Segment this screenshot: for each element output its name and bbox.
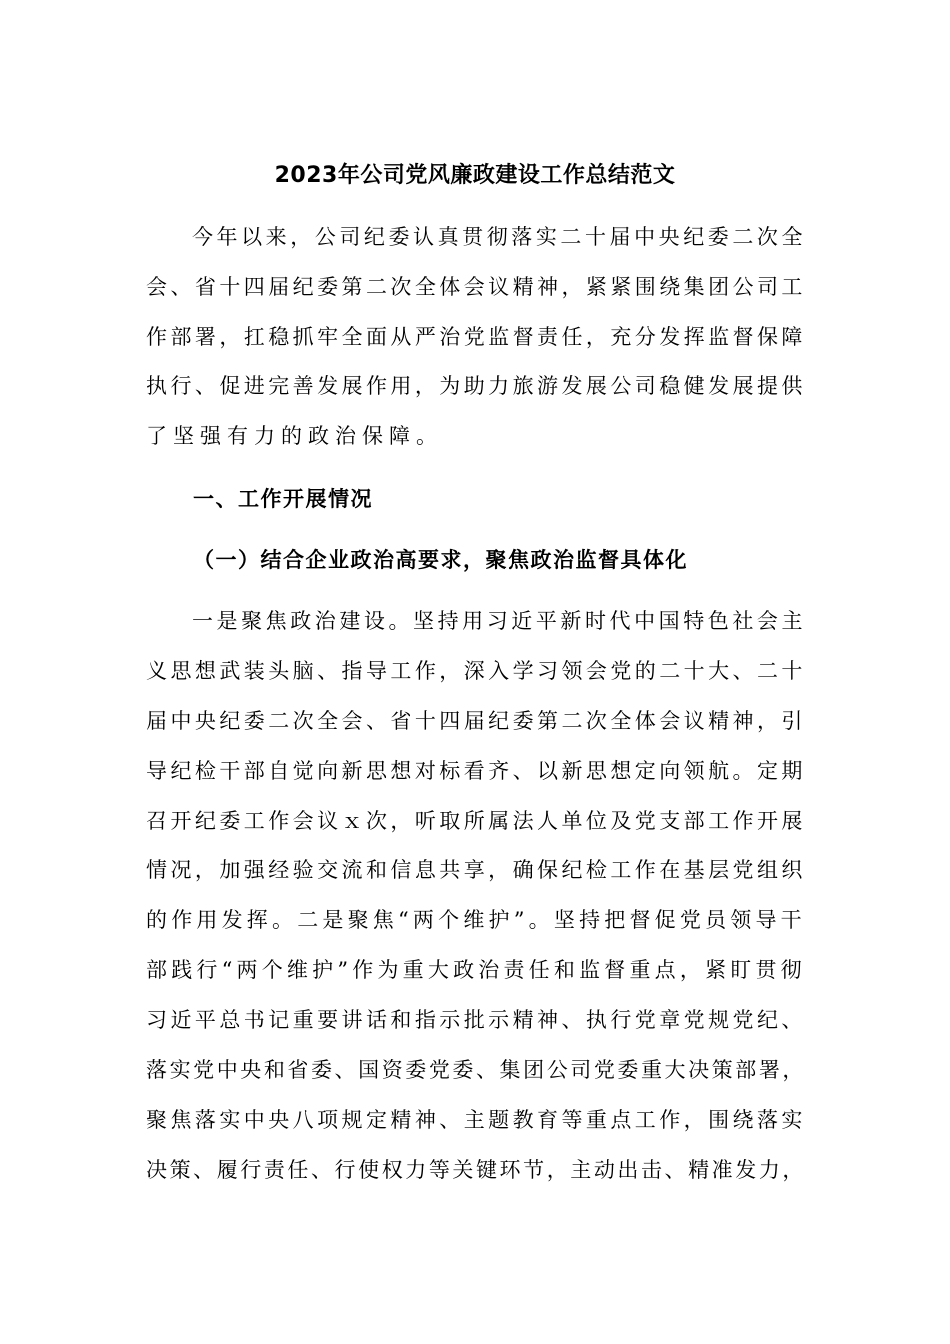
intro-line: 今年以来，公司纪委认真贯彻落实二十届中央纪委二次全	[192, 225, 806, 249]
subsection-heading: （一）结合企业政治高要求，聚焦政治监督具体化	[193, 548, 688, 572]
body-line: 导纪检干部自觉向新思想对标看齐、以新思想定向领航。定期	[146, 759, 806, 783]
intro-line: 了坚强有力的政治保障。	[146, 424, 443, 448]
body-line: 决策、履行责任、行使权力等关键环节，主动出击、精准发力，	[146, 1158, 806, 1182]
intro-line: 作部署，扛稳抓牢全面从严治党监督责任，充分发挥监督保障	[146, 325, 806, 349]
body-line: 召开纪委工作会议ｘ次，听取所属法人单位及党支部工作开展	[146, 809, 806, 833]
body-line: 落实党中央和省委、国资委党委、集团公司党委重大决策部署，	[146, 1058, 806, 1082]
document-title: 2023年公司党风廉政建设工作总结范文	[274, 163, 676, 188]
body-line: 情况，加强经验交流和信息共享，确保纪检工作在基层党组织	[146, 858, 806, 882]
body-line: 一是聚焦政治建设。坚持用习近平新时代中国特色社会主	[192, 609, 806, 633]
body-line: 届中央纪委二次全会、省十四届纪委第二次全体会议精神，引	[146, 709, 806, 733]
body-line: 部践行“两个维护”作为重大政治责任和监督重点，紧盯贯彻	[146, 958, 806, 982]
body-line: 习近平总书记重要讲话和指示批示精神、执行党章党规党纪、	[146, 1008, 806, 1032]
section-heading: 一、工作开展情况	[193, 487, 373, 511]
body-line: 的作用发挥。二是聚焦“两个维护”。坚持把督促党员领导干	[146, 908, 806, 932]
body-line: 义思想武装头脑、指导工作，深入学习领会党的二十大、二十	[146, 659, 806, 683]
intro-line: 会、省十四届纪委第二次全体会议精神，紧紧围绕集团公司工	[146, 275, 806, 299]
body-line: 聚焦落实中央八项规定精神、主题教育等重点工作，围绕落实	[146, 1108, 806, 1132]
intro-line: 执行、促进完善发展作用，为助力旅游发展公司稳健发展提供	[146, 374, 806, 398]
